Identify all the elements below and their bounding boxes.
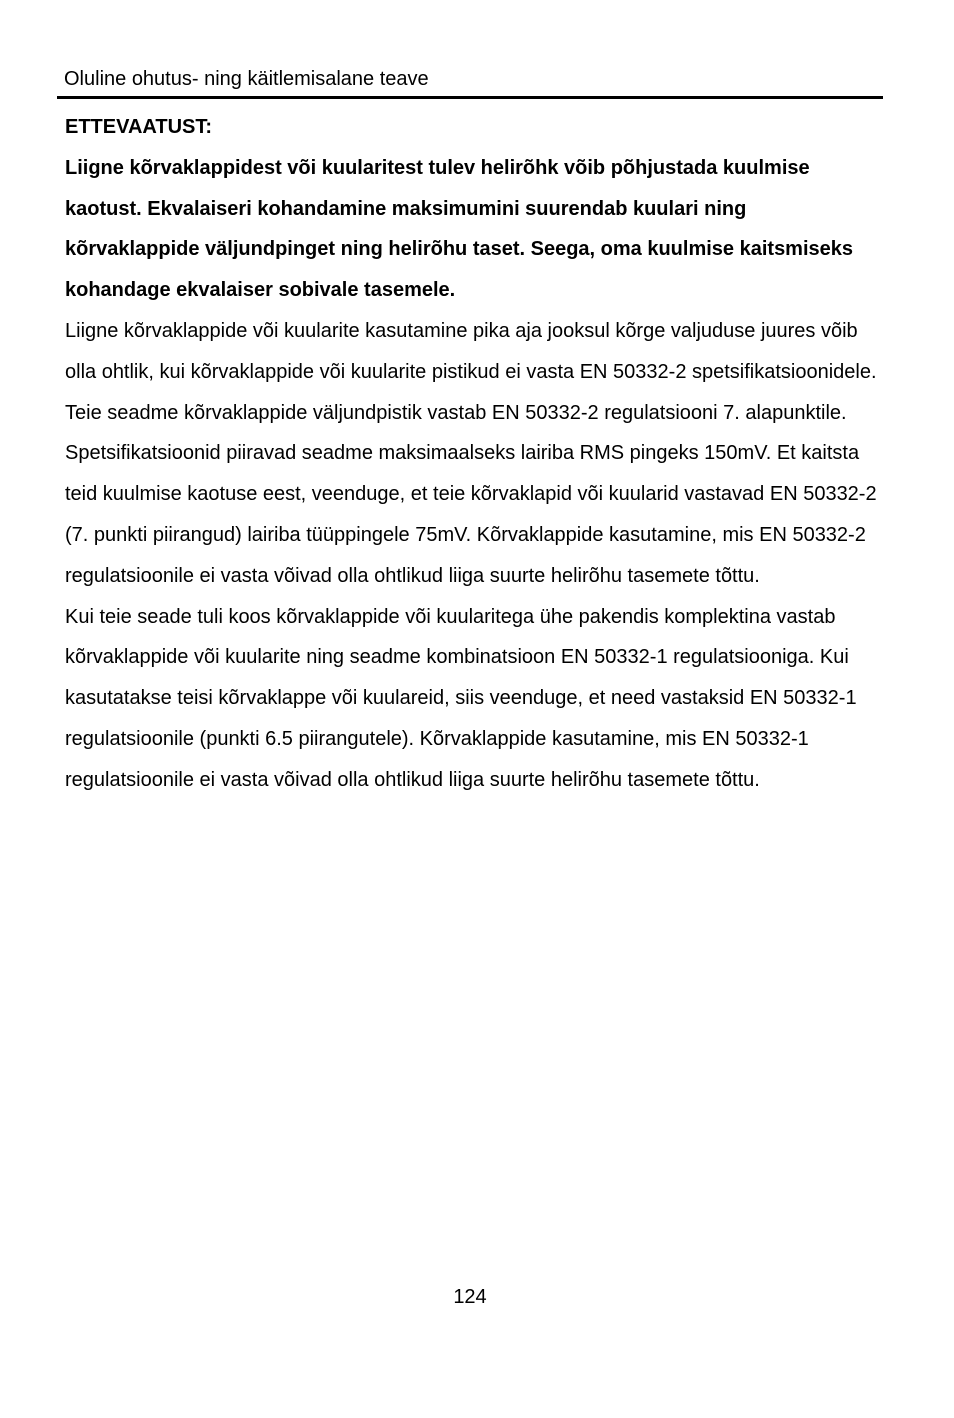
- warning-text: Liigne kõrvaklappidest või kuularitest tulev helirõhk võib põhjustada kuulmise kaotust. Ekvalaiseri kohandamine maksimumini suurendab kuulari ning kõrvaklappide väljundpinget ning helirõhu taset. Seega, oma kuulmise kaitsmiseks kohandage ekvalaiser sobivale tasemele.: [65, 156, 854, 302]
- paragraph-bundled-headphones: Kui teie seade tuli koos kõrvaklappide või kuularitega ühe pakendis komplektina vastab kõrvaklappide või kuularite ning seadme kombinatsioon EN 50332-1 regulatsiooniga. Kui kasutatakse teisi kõrvaklappe või kuulareid, siis veenduge, et need vastaksid EN 50332-1 regulatsioonile (punkti 6.5 piirangutele). Kõrvaklappide kasutamine, mis EN 50332-1 regulatsioonile ei vasta võivad olla ohtlikud liiga suurte helirõhu tasemete tõttu.: [65, 605, 857, 791]
- paragraph-prolonged-use: Liigne kõrvaklappide või kuularite kasutamine pika aja jooksul kõrge valjuduse juures võib olla ohtlik, kui kõrvaklappide või kuularite pistikud ei vasta EN 50332-2 spetsifikatsioonidele.: [65, 319, 877, 383]
- document-body: [65, 107, 885, 801]
- page-number: 124: [453, 1286, 487, 1308]
- paragraph-output-jack: Teie seadme kõrvaklappide väljundpistik vastab EN 50332-2 regulatsiooni 7. alapunktile. Spetsifikatsioonid piiravad seadme maksimaalseks lairiba RMS pingeks 150mV. Et kaitsta teid kuulmise kaotuse eest, veenduge, et teie kõrvaklapid või kuularid vastavad EN 50332-2 (7. punkti piirangud) lairiba tüüppingele 75mV. Kõrvaklappide kasutamine, mis EN 50332-2 regulatsioonile ei vasta võivad olla ohtlikud liiga suurte helirõhu tasemete tõttu.: [65, 401, 877, 587]
- warning-heading: ETTEVAATUST:: [65, 116, 213, 138]
- page-header-title: Oluline ohutus- ning käitlemisalane teave: [64, 68, 429, 90]
- header-divider: [57, 96, 883, 99]
